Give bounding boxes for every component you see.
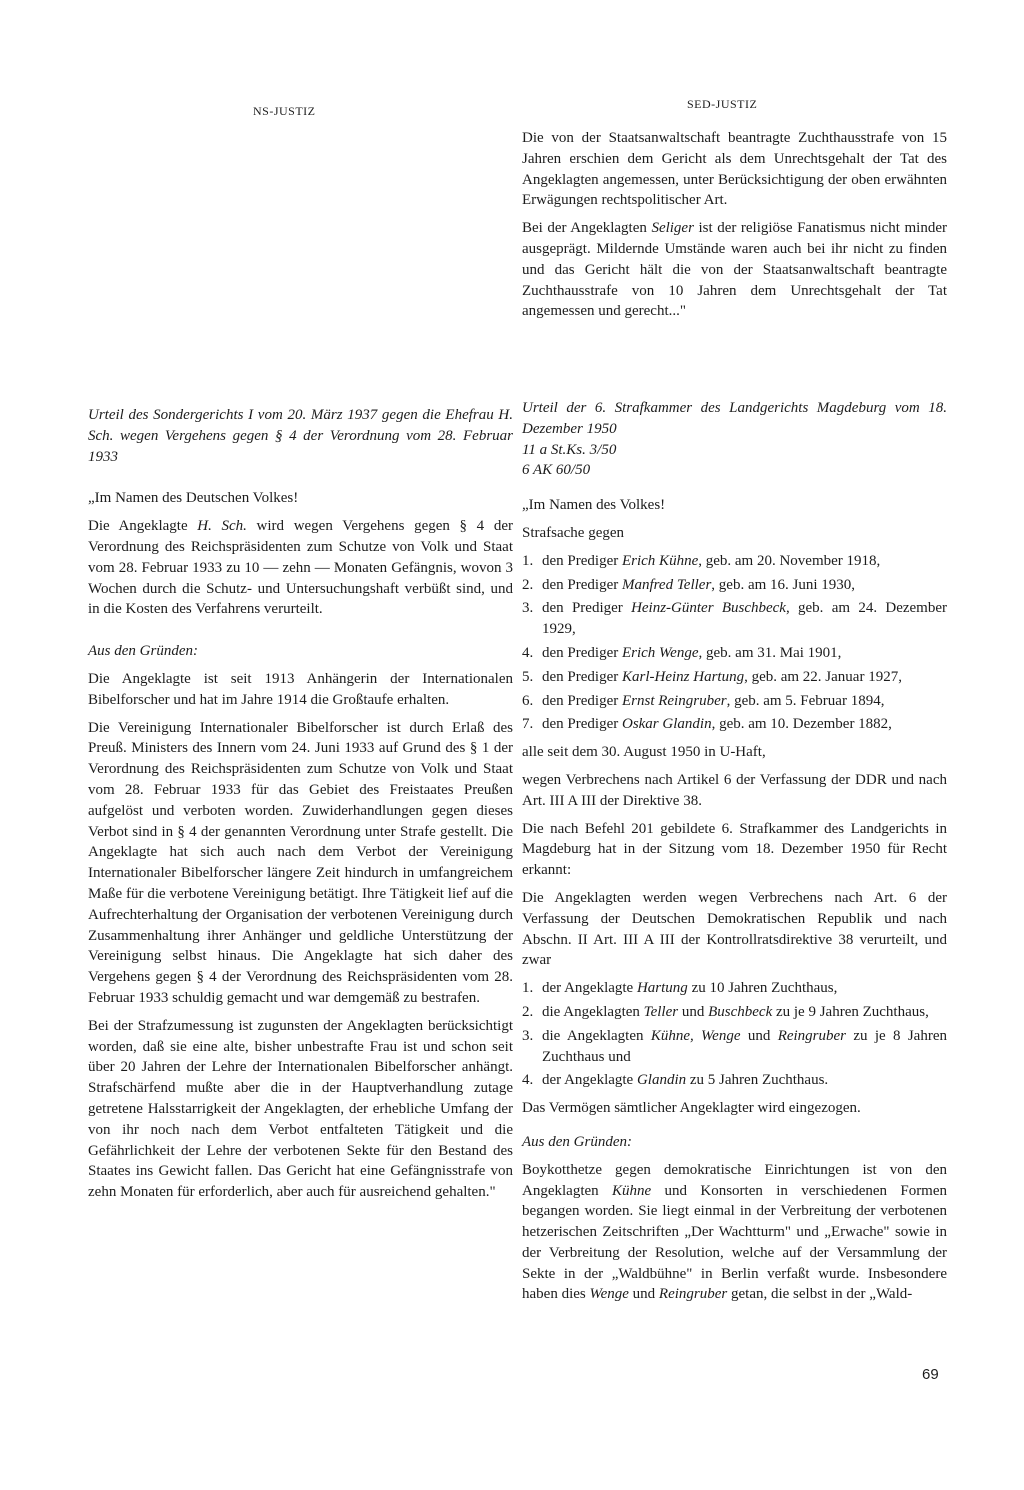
sentence-item [522, 1002, 947, 1023]
text: und [628, 1286, 659, 1303]
text: getan, die selbst in der „Wald- [727, 1286, 913, 1303]
text: wird wegen Vergehens gegen § 4 der Verordnung des Reichspräsidenten zum Schutze von Volk und Staat vom 28. Februar 1933 zu 10 — zehn — Monaten Gefängnis, wovon 3 Wochen durch die Schutz- und Untersuchungshaft verbüßt sind, und in die Kosten des Verfahrens verurteilt. [88, 518, 513, 618]
defendant-name: Ernst Reingruber [621, 692, 727, 709]
list-number: 2. [522, 576, 534, 593]
header-right: SED-JUSTIZ [687, 97, 758, 111]
left-reason-1: Die Angeklagte ist seit 1913 Anhängerin der Internationalen Bibelforscher und hat im Jahre 1914 die Großtaufe erhalten. [88, 670, 513, 708]
text: , geb. am 22. Januar 1927, [744, 668, 902, 685]
defendant-name: Oskar Glandin [621, 716, 712, 733]
right-column-continuation [522, 128, 947, 329]
left-reason-2: Die Vereinigung Internationaler Bibelforscher ist durch Erlaß des Preuß. Ministers des Innern vom 24. Juni 1933 auf Grund des § 1 der Verordnung des Reichspräsidenten zum Schutze von Volk und Staat vom 28. Februar 1933 für das Gebiet des Freistaates Preußen aufgelöst und verboten worden. Zuwiderhandlungen gegen dieses Verbot sind in § 4 der genannten Verordnung unter Strafe gestellt. Die Angeklagte hat sich auch nach dem Verbot der Vereinigung Internationaler Bibelforscher längere Zeit hindurch in umfangreichem Maße für die verbotene Vereinigung betätigt. Ihre Tätigkeit lief auf die Aufrechterhaltung der Organisation der verbotenen Vereinigung durch Zusammenhaltung ihrer Anhänger und geldliche Unterstützung der Vereinigung selbst hinaus. Die Angeklagte hat sich daher des Vergehens gegen § 4 der Verordnung des Reichspräsidenten vom 28. Februar 1933 schuldig gemacht und war demgemäß zu bestrafen. [88, 719, 513, 1006]
sentences-list [522, 978, 947, 1091]
left-verdict [88, 516, 513, 620]
text: den Prediger [542, 644, 622, 661]
left-column-ns-justiz [88, 405, 513, 1210]
list-number: 3. [522, 1027, 534, 1044]
page-number: 69 [922, 1366, 939, 1383]
spacer [88, 627, 513, 641]
right-case: Strafsache gegen [522, 524, 625, 541]
right-reference-1: 11 a St.Ks. 3/50 [522, 441, 617, 458]
defendant-name: Hartung [636, 980, 688, 997]
defendant-item [522, 691, 947, 712]
text: Die Angeklagte [88, 518, 198, 535]
left-title-text: Urteil des Sondergerichts I vom 20. März 1937 gegen die Ehefrau H. Sch. wegen Vergehens gegen § 4 der Verordnung vom 28. Februar 1933 [88, 407, 513, 465]
defendant-name: H. Sch. [197, 518, 247, 535]
defendant-item [522, 667, 947, 688]
header-left: NS-JUSTIZ [253, 104, 316, 118]
sentence-item [522, 978, 947, 999]
defendant-name: Glandin [636, 1072, 687, 1089]
text: die Angeklagten [542, 1027, 651, 1044]
defendants-list [522, 551, 947, 735]
defendant-name: Erich Kühne [621, 552, 699, 569]
text: zu je 8 Jahren Zuchthaus und [542, 1027, 947, 1065]
right-reference-2: 6 AK 60/50 [522, 462, 591, 479]
right-top-paragraph-2 [522, 218, 947, 322]
text: zu 5 Jahren Zuchthaus. [686, 1072, 829, 1089]
list-number: 7. [522, 716, 534, 733]
text: und Konsorten in verschiedenen Formen begangen worden. Sie liegt einmal in der Verbreitung der verbotenen hetzerischen Zeitschriften „Der Wachtturm" und „Erwache" sowie in der Verbreitung der Resolution, welche auf der Versammlung der Sekte in der „Waldbühne" in Berlin verfaßt wurde. Insbesondere haben dies [522, 1182, 948, 1303]
text: den Prediger [542, 716, 622, 733]
text: , geb. am 16. Juni 1930, [711, 576, 856, 593]
list-number: 6. [522, 692, 534, 709]
right-title-text: Urteil der 6. Strafkammer des Landgerichts Magdeburg vom 18. Dezember 1950 [522, 400, 947, 437]
text: der Angeklagte [542, 980, 637, 997]
right-court: Die nach Befehl 201 gebildete 6. Strafkammer des Landgerichts in Magdeburg hat in der Sitzung vom 18. Dezember 1950 für Recht erkannt: [522, 820, 947, 879]
left-judgment-title [88, 405, 513, 467]
text: und [740, 1027, 778, 1044]
defendant-name: Karl-Heinz Hartung [621, 668, 745, 685]
sentence-item [522, 1070, 947, 1091]
spacer [88, 474, 513, 488]
text: der Angeklagte [542, 1072, 637, 1089]
left-reason-3: Bei der Strafzumessung ist zugunsten der Angeklagten berücksichtigt worden, daß sie eine alte, bisher unbestrafte Frau ist und schon seit über 20 Jahren der Lehre der Internationalen Bibelforscher anhängt. Strafschärfend mußte aber die in der Hauptverhandlung zutage getretene Halsstarrigkeit der Angeklagten, der erhebliche Umfang der von ihr noch nach dem Verbot entfalteten Tätigkeit und die Gefährlichkeit der Lehre der verbotenen Sekte für den Bestand des Staates ins Gewicht fallen. Das Gericht hat eine Gefängnisstrafe von zehn Monaten für erforderlich, aber auch für ausreichend gehalten." [88, 1017, 513, 1201]
text: den Prediger [542, 576, 622, 593]
defendant-name: Manfred Teller [621, 576, 712, 593]
defendant-name: Kühne [612, 1182, 652, 1199]
defendant-item [522, 598, 947, 640]
text: , geb. am 10. Dezember 1882, [711, 716, 892, 733]
text: , geb. am 31. Mai 1901, [698, 644, 842, 661]
left-intro: „Im Namen des Deutschen Volkes! [88, 490, 299, 507]
defendant-name: Reingruber [658, 1286, 728, 1303]
text: ist der religiöse Fanatismus nicht minder ausgeprägt. Mildernde Umstände waren auch bei ihr nicht zu finden und das Gericht hält die von der Staatsanwaltschaft beantragte Zuchthausstrafe von 10 Jahren dem Unrechtsgehalt der Tat angemessen und gerecht..." [522, 220, 947, 320]
text: den Prediger [542, 668, 622, 685]
defendant-item [522, 714, 947, 735]
defendant-name: Heinz-Günter Buschbeck [631, 600, 786, 617]
text: Boykotthetze gegen demokratische Einrichtungen ist von den Angeklagten [522, 1161, 947, 1199]
right-confiscation: Das Vermögen sämtlicher Angeklagter wird eingezogen. [522, 1100, 861, 1117]
defendant-name: Kühne, Wenge [650, 1027, 741, 1044]
text: den Prediger [542, 552, 622, 569]
right-top-paragraph-1: Die von der Staatsanwaltschaft beantragte Zuchthausstrafe von 15 Jahren erschien dem Gericht als dem Unrechtsgehalt der Tat des Angeklagten angemessen, unter Berücksichtigung der oben erwähnten Erwägungen rechtspolitischer Art. [522, 130, 947, 209]
defendant-name: Wenge [589, 1286, 629, 1303]
sentence-item [522, 1026, 947, 1068]
right-intro: „Im Namen des Volkes! [522, 497, 666, 514]
right-reasons-heading: Aus den Gründen: [522, 1133, 632, 1150]
defendant-name: Seliger [651, 220, 694, 237]
right-column-sed-justiz [522, 398, 947, 1312]
list-number: 5. [522, 668, 534, 685]
defendant-item [522, 575, 947, 596]
defendant-name: Teller [643, 1003, 679, 1020]
right-reasons [522, 1160, 947, 1306]
spacer [522, 481, 947, 495]
list-number: 2. [522, 1003, 534, 1020]
list-number: 3. [522, 600, 534, 617]
list-number: 4. [522, 644, 534, 661]
text: , geb. am 5. Februar 1894, [726, 692, 885, 709]
text: den Prediger [542, 600, 632, 617]
right-verdict: Die Angeklagten werden wegen Verbrechens nach Art. 6 der Verfassung der Deutschen Demokratischen Republik und nach Abschn. II Art. III A III der Kontrollratsdirektive 38 verurteilt, und zwar [522, 889, 947, 969]
text: zu 10 Jahren Zuchthaus, [687, 980, 838, 997]
text: , geb. am 24. Dezember 1929, [542, 600, 948, 638]
defendant-item [522, 643, 947, 664]
defendant-name: Buschbeck [708, 1003, 773, 1020]
right-custody: alle seit dem 30. August 1950 in U-Haft, [522, 744, 766, 761]
defendant-name: Erich Wenge [621, 644, 699, 661]
text: Bei der Angeklagten [522, 220, 652, 237]
text: , geb. am 20. November 1918, [698, 552, 881, 569]
text: den Prediger [542, 692, 622, 709]
text: die Angeklagten [542, 1003, 644, 1020]
text: und [678, 1003, 709, 1020]
list-number: 1. [522, 980, 534, 997]
list-number: 1. [522, 552, 534, 569]
list-number: 4. [522, 1072, 534, 1089]
left-reasons-heading: Aus den Gründen: [88, 643, 198, 660]
right-charge: wegen Verbrechens nach Artikel 6 der Verfassung der DDR und nach Art. III A III der Direktive 38. [522, 771, 947, 809]
defendant-item [522, 551, 947, 572]
right-judgment-title [522, 398, 947, 481]
defendant-name: Reingruber [777, 1027, 847, 1044]
text: zu je 9 Jahren Zuchthaus, [772, 1003, 929, 1020]
